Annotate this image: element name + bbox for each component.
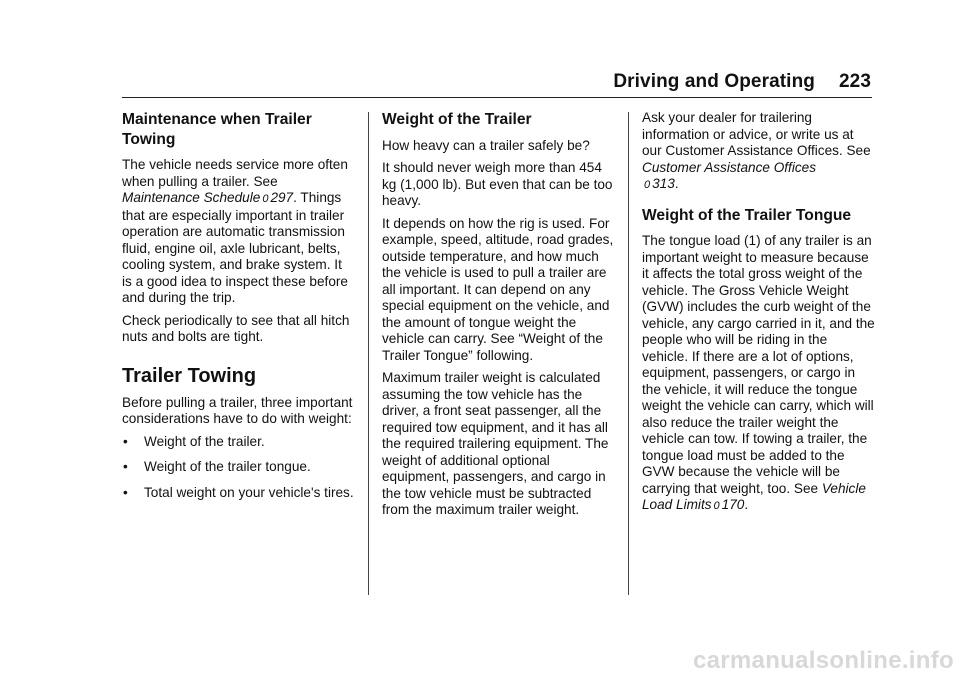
weight-considerations-list xyxy=(122,434,354,502)
trailer-paragraph-1: How heavy can a trailer safely be? xyxy=(382,137,590,153)
weight-of-trailer-heading: Weight of the Trailer xyxy=(382,111,532,128)
trailer-paragraph-2: It should never weigh more than 454 kg (1,000 lb). But even that can be too heavy. xyxy=(382,160,613,208)
column-divider-2 xyxy=(628,112,629,595)
hitch-check-paragraph: Check periodically to see that all hitch nuts and bolts are tight. xyxy=(122,312,350,344)
dealer-paragraph: Ask your dealer for trailering information or advice, or write us at our Customer Assistance Offices. See Customer Assistance Offices 0 313. xyxy=(642,110,871,191)
maintenance-heading: Maintenance when Trailer Towing xyxy=(122,111,312,148)
section-title: Driving and Operating xyxy=(613,71,815,92)
vehicle-load-limits-link[interactable]: Vehicle Load Limits 0 170 xyxy=(642,480,866,512)
column-1 xyxy=(122,110,354,510)
list-item: • Total weight on your vehicle's tires. xyxy=(122,485,354,502)
trailer-paragraph-3: It depends on how the rig is used. For example, speed, altitude, road grades, outside temperature, and how much the vehicle is used to pull a trailer are all important. It can depend on any special equipment on the vehicle, and the amount of tongue weight the vehicle can carry. See “Weight of the Trailer Tongue” following. xyxy=(382,215,614,363)
page-ref-icon: 0 xyxy=(644,179,651,191)
column-divider-1 xyxy=(368,112,369,595)
trailer-paragraph-4: Maximum trailer weight is calculated assuming the tow vehicle has the driver, a front seat passenger, all the required tow equipment, and it has all the required trailering equipment. The weight of additional optional equipment, passengers, and cargo in the tow vehicle must be subtracted from the maximum trailer weight. xyxy=(382,370,609,517)
tongue-weight-heading: Weight of the Trailer Tongue xyxy=(642,206,852,224)
list-item: • Weight of the trailer tongue. xyxy=(122,459,354,476)
considerations-paragraph: Before pulling a trailer, three important considerations have to do with weight: xyxy=(122,394,353,426)
column-2 xyxy=(382,110,618,525)
page-ref-icon: 0 xyxy=(713,500,720,512)
watermark: carmanualsonline.info xyxy=(692,647,954,674)
maintenance-paragraph: The vehicle needs service more often when pulling a trailer. See Maintenance Schedule 0 297. Things that are especially important in trailer operation are automatic transmission fluid, engine oil, axle lubricant, belts, cooling system, and brake system. It is a good idea to inspect these before and during the trip. xyxy=(122,157,348,305)
header-rule xyxy=(122,97,872,98)
page-header xyxy=(613,71,871,93)
maintenance-schedule-link[interactable]: Maintenance Schedule 0 297 xyxy=(122,190,294,205)
page-ref-icon: 0 xyxy=(262,193,269,205)
column-3 xyxy=(642,110,876,521)
page-number: 223 xyxy=(838,71,871,92)
trailer-towing-heading: Trailer Towing xyxy=(122,364,257,387)
tongue-paragraph: The tongue load (1) of any trailer is an important weight to measure because it affects the total gross weight of the vehicle. The Gross Vehicle Weight (GVW) includes the curb weight of the vehicle, any cargo carried in it, and the people who will be riding in the vehicle. If there are a lot of options, equipment, passengers, or cargo in the vehicle, it will reduce the tongue weight the vehicle can carry, which will also reduce the trailer weight the vehicle can tow. If towing a trailer, the tongue load must be added to the GVW because the vehicle will be carrying that weight, too. See Vehicle Load Limits 0 170. xyxy=(642,233,875,512)
list-item: • Weight of the trailer. xyxy=(122,434,354,451)
customer-assistance-link[interactable]: Customer Assistance Offices 0 313 xyxy=(642,159,817,191)
